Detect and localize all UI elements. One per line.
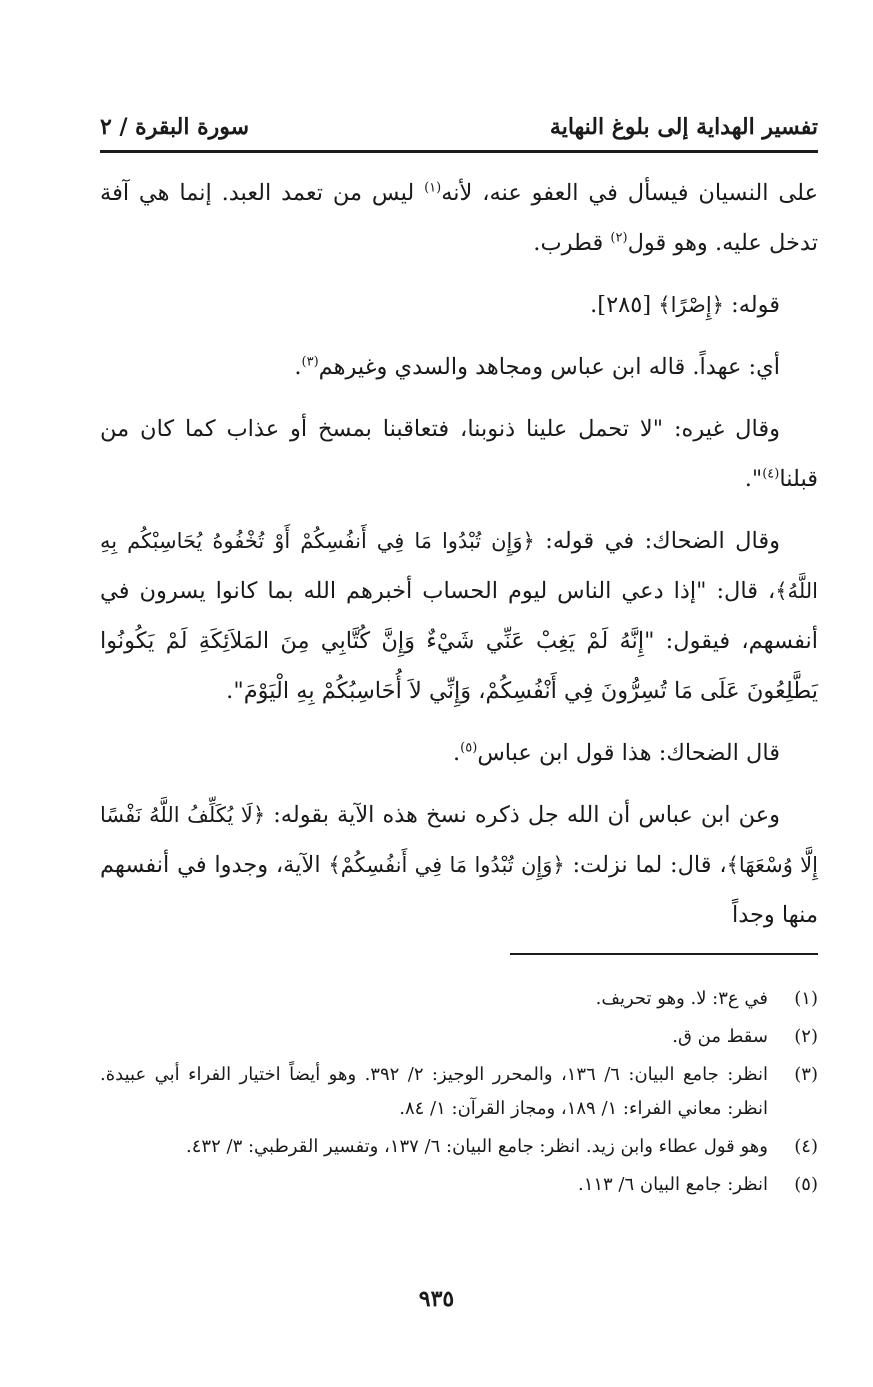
text-segment: .: [294, 354, 302, 380]
footnote-ref: (٣): [301, 354, 319, 370]
quran-verse: ﴿وَإِن تُبْدُوا مَا فِي أَنفُسِكُمْ أَوْ تُخْفُوهُ يُحَاسِبْكُم بِهِ اللَّهُ﴾: [100, 529, 818, 603]
footnotes: [100, 982, 818, 1206]
footnote-number: (٢): [794, 1026, 818, 1047]
footnote-number: (٤): [794, 1136, 818, 1157]
footnote-ref: (٥): [460, 740, 478, 756]
paragraph-1: [100, 168, 818, 268]
text-segment: وقال غيره: "لا تحمل علينا ذنوبنا، فتعاقبنا بمسخ أو عذاب كما كان من قبلنا: [100, 416, 818, 492]
footnote-item: [100, 1058, 818, 1126]
footnote-text: وهو قول عطاء وابن زيد. انظر: جامع البيان: ٦/ ١٣٧، وتفسير القرطبي: ٣/ ٤٣٢.: [186, 1136, 768, 1157]
paragraph-4: [100, 404, 818, 504]
text-segment: قال الضحاك: هذا قول ابن عباس: [477, 740, 780, 766]
footnote-text: سقط من ق.: [672, 1026, 768, 1047]
footnote-number: (١): [794, 988, 818, 1009]
text-segment: ".: [226, 678, 244, 704]
footnote-ref: (٤): [762, 466, 780, 482]
text-segment: ليس من تعمد العبد. إنما هي آفة تدخل عليه. وهو قول: [100, 180, 818, 256]
quran-verse: ﴿إِصْرًا﴾: [658, 293, 724, 317]
footnote-separator: [510, 953, 818, 955]
footnote-ref: (١): [424, 180, 442, 196]
text-segment: .: [453, 740, 461, 766]
footnote-text: انظر: جامع البيان ٦/ ١١٣.: [577, 1174, 768, 1195]
text-segment: أي: عهداً. قاله ابن عباس ومجاهد والسدي وغيرهم: [318, 354, 780, 380]
text-segment: قطرب.: [533, 230, 611, 256]
paragraph-7: [100, 790, 818, 940]
page-number: ٩٣٥: [418, 1286, 455, 1312]
main-text: [100, 168, 818, 940]
text-segment: وعن ابن عباس أن الله جل ذكره نسخ هذه الآية بقوله:: [265, 802, 780, 828]
footnote-number: (٣): [794, 1064, 818, 1085]
paragraph-3: [100, 342, 818, 392]
header-rule: [100, 150, 818, 153]
footnote-ref: (٢): [610, 230, 628, 246]
text-segment: ".: [744, 466, 763, 492]
text-segment: ، قال: لما نزلت:: [564, 852, 727, 878]
paragraph-6: [100, 728, 818, 778]
footnote-text: انظر: جامع البيان: ٦/ ١٣٦، والمحرر الوجيز: ٢/ ٣٩٢. وهو أيضاً اختيار الفراء أبي عبيدة. انظر: معاني الفراء: ١/ ١٨٩، ومجاز القرآن: ١/ ٨٤.: [100, 1064, 768, 1119]
text-segment: على النسيان فيسأل في العفو عنه، لأنه: [441, 180, 818, 206]
text-segment: الآية، وجدوا في أنفسهم منها وجداً: [100, 852, 818, 928]
paragraph-2: [100, 280, 818, 330]
book-title: تفسير الهداية إلى بلوغ النهاية: [549, 114, 818, 140]
hadith-text: إِنَّهُ لَمْ يَغِبْ عَنِّي شَيْءٌ وَإِنَّ كُتَّابِي مِنَ المَلاَئِكَةِ لَمْ يَكُونُوا يَطَّلِعُونَ عَلَى مَا تُسِرُّونَ فِي أَنْفُسِكُمْ، وَإِنِّي لاَ أُحَاسِبُكُمْ بِهِ الْيَوْمَ: [100, 628, 818, 704]
running-header: [100, 100, 818, 140]
footnote-item: [100, 1130, 818, 1164]
footnote-item: [100, 1168, 818, 1202]
footnote-text: في ع٣: لا. وهو تحريف.: [595, 988, 768, 1009]
text-segment: وقال الضحاك: في قوله:: [534, 528, 780, 554]
paragraph-5: [100, 516, 818, 716]
footnote-number: (٥): [794, 1174, 818, 1195]
quran-verse: ﴿لَا يُكَلِّفُ اللَّهُ نَفْسًا إِلَّا وُسْعَهَا﴾: [100, 803, 818, 877]
text-segment: قوله:: [723, 292, 780, 318]
footnote-item: [100, 1020, 818, 1054]
quran-verse: ﴿وَإِن تُبْدُوا مَا فِي أَنفُسِكُمْ﴾: [328, 853, 565, 877]
surah-title: سورة البقرة / ٢: [100, 114, 250, 140]
footnote-item: [100, 982, 818, 1016]
text-segment: ، قال: "إذا دعي الناس ليوم الحساب أخبرهم الله بما كانوا يسرون في أنفسهم، فيقول: ": [100, 578, 818, 654]
verse-reference: [٢٨٥].: [590, 292, 659, 318]
